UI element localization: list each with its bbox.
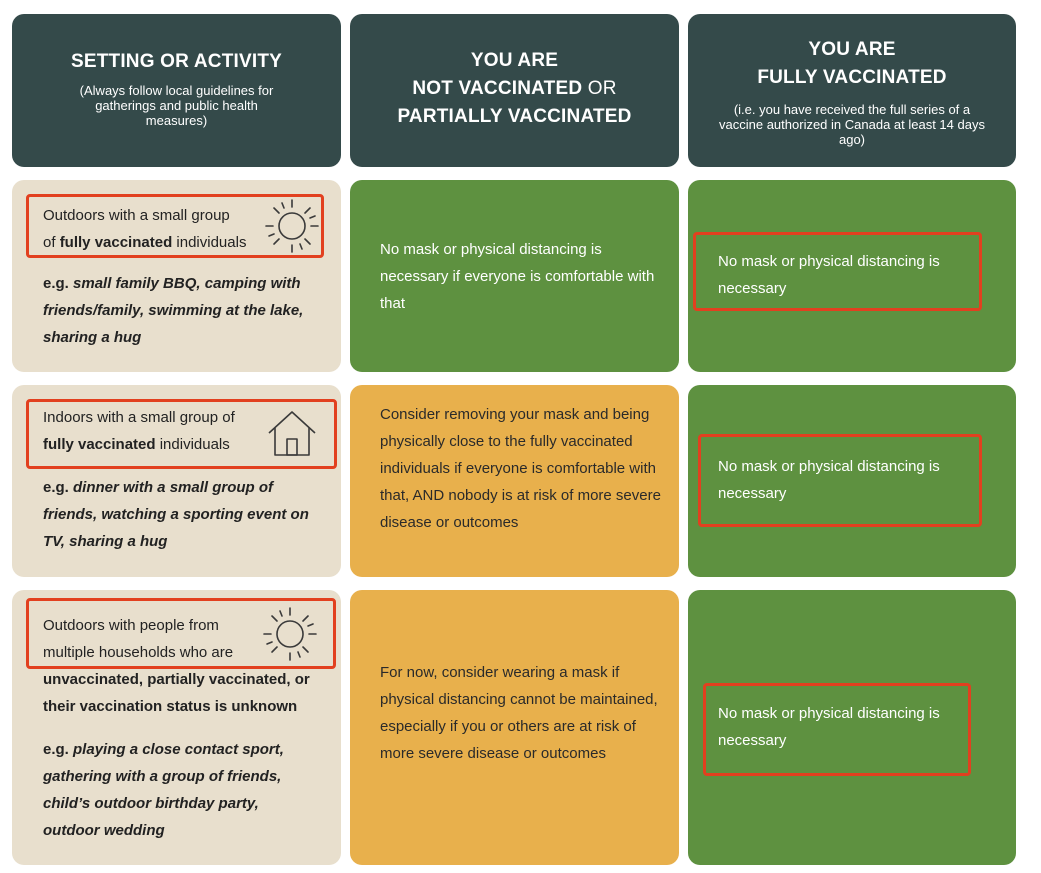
row1-setting <box>12 180 341 372</box>
header-fully-vaccinated <box>688 14 1016 167</box>
header-fully-vaccinated-line1: YOU ARE <box>808 39 896 60</box>
header-not-vaccinated-line3: PARTIALLY VACCINATED <box>397 106 632 127</box>
row1-not-vaccinated-text: No mask or physical distancing is necessary if everyone is comfortable with that <box>380 241 655 312</box>
row1-example: e.g. small family BBQ, camping with friends/family, swimming at the lake, sharing a hug <box>43 275 304 346</box>
row3-fully-vaccinated-text: No mask or physical distancing is necessary <box>718 705 940 749</box>
row2-example: e.g. dinner with a small group of friends, watching a sporting event on TV, sharing a hug <box>43 479 309 550</box>
row1-not-vaccinated <box>350 180 679 372</box>
row3-setting <box>12 590 341 865</box>
row2-not-vaccinated <box>350 385 679 577</box>
row1-fully-vaccinated <box>688 180 1016 372</box>
header-setting <box>12 14 341 167</box>
row2-setting <box>12 385 341 577</box>
header-setting-subtitle: (Always follow local guidelines for gatherings and public health measures) <box>79 83 274 128</box>
header-not-vaccinated-line1: YOU ARE <box>470 50 559 71</box>
row1-setting-text: Outdoors with a small group of fully vaccinated individuals <box>43 207 247 251</box>
sun-icon <box>262 196 322 256</box>
row2-not-vaccinated-text: Consider removing your mask and being physically close to the fully vaccinated individuals if everyone is comfortable with that, AND nobody is at risk of more severe disease or outcomes <box>380 406 661 531</box>
sun-icon <box>260 604 320 664</box>
header-not-vaccinated-line2: NOT VACCINATED OR <box>412 78 617 99</box>
row3-fully-vaccinated <box>688 590 1016 865</box>
row2-setting-text: Indoors with a small group of fully vaccinated individuals <box>43 409 235 453</box>
row3-setting-text: Outdoors with people from multiple households who are unvaccinated, partially vaccinated, or their vaccination status is unknown <box>43 617 310 715</box>
header-fully-vaccinated-subtitle: (i.e. you have received the full series of a vaccine authorized in Canada at least 14 days ago) <box>719 102 985 147</box>
row2-fully-vaccinated <box>688 385 1016 577</box>
row3-not-vaccinated-text: For now, consider wearing a mask if physical distancing cannot be maintained, especially if you or others are at risk of more severe disease or outcomes <box>380 664 658 762</box>
row1-fully-vaccinated-text: No mask or physical distancing is necessary <box>718 253 940 297</box>
row3-not-vaccinated <box>350 590 679 865</box>
house-icon <box>266 409 318 459</box>
row2-fully-vaccinated-text: No mask or physical distancing is necessary <box>718 458 940 502</box>
header-fully-vaccinated-line2: FULLY VACCINATED <box>757 67 947 88</box>
row3-example: e.g. playing a close contact sport, gathering with a group of friends, child’s outdoor birthday party, outdoor wedding <box>43 741 284 839</box>
header-not-vaccinated <box>350 14 679 167</box>
header-setting-title: SETTING OR ACTIVITY <box>70 51 283 72</box>
